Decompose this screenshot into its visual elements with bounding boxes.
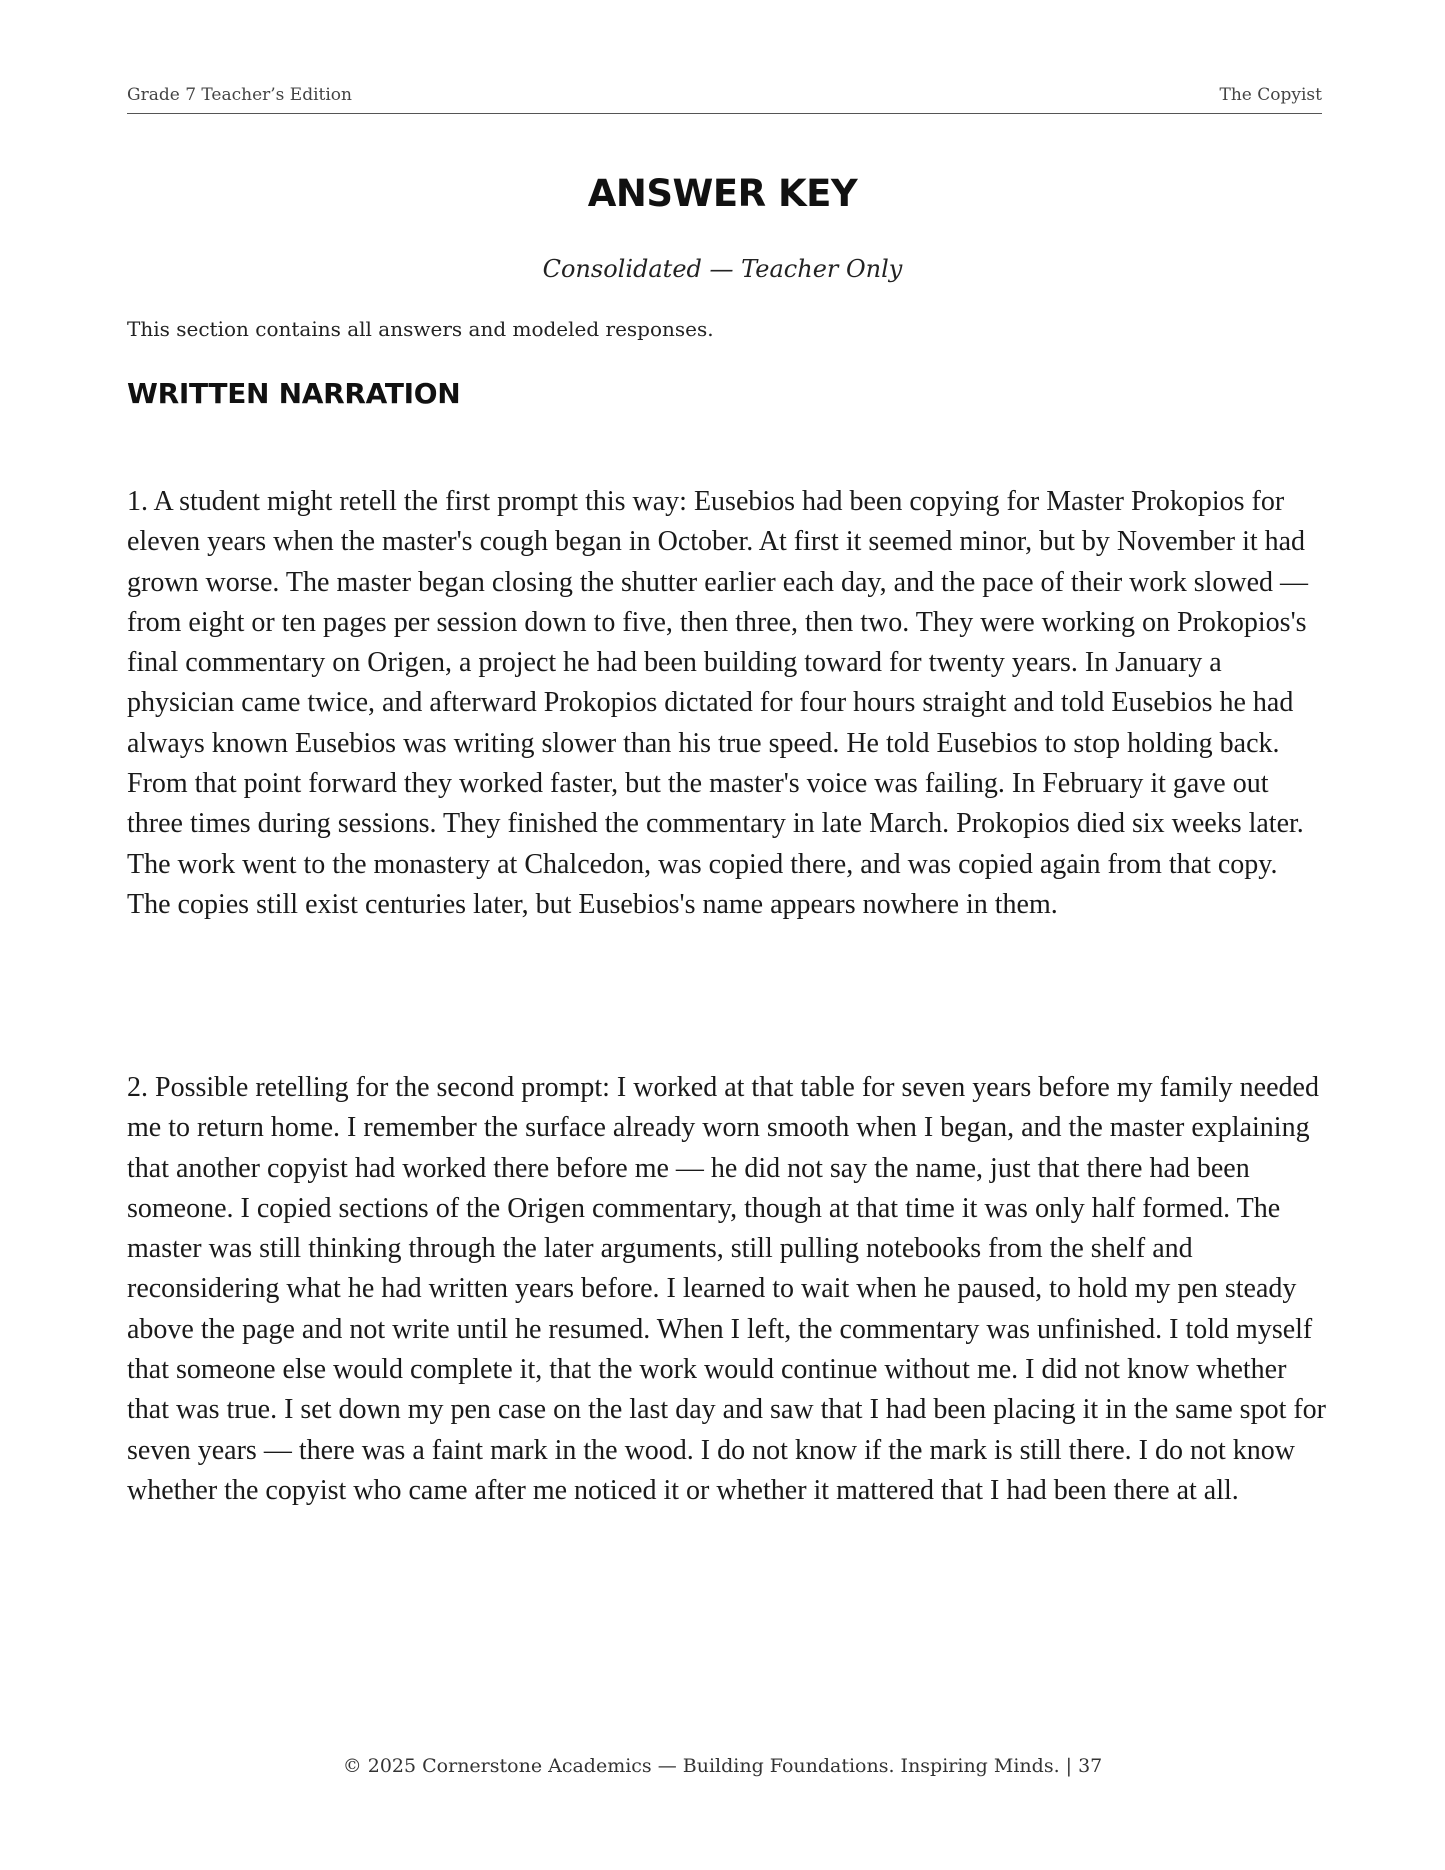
running-header — [127, 83, 1322, 114]
intro-text: This section contains all answers and modeled responses. — [127, 317, 714, 341]
answer-paragraph-1: 1. A student might retell the first prompt this way: Eusebios had been copying for Master Prokopios for eleven years when the master's cough began in October. At first it seemed minor, but by November it had grown worse. The master began closing the shutter earlier each day, and the pace of their work slowed — from eight or ten pages per session down to five, then three, then two. They were working on Prokopios's final commentary on Origen, a project he had been building toward for twenty years. In January a physician came twice, and afterward Prokopios dictated for four hours straight and told Eusebios he had always known Eusebios was writing slower than his true speed. He told Eusebios to stop holding back. From that point forward they worked faster, but the master's voice was failing. In February it gave out three times during sessions. They finished the commentary in late March. Prokopios died six weeks later. The work went to the monastery at Chalcedon, was copied there, and was copied again from that copy. The copies still exist centuries later, but Eusebios's name appears nowhere in them. — [127, 486, 1309, 920]
page-footer: © 2025 Cornerstone Academics — Building Foundations. Inspiring Minds. | 37 — [342, 1755, 1103, 1777]
section-heading: WRITTEN NARRATION — [127, 377, 461, 410]
header-book-title: The Copyist — [1219, 85, 1322, 105]
answer-paragraph-2: 2. Possible retelling for the second prompt: I worked at that table for seven years before my family needed me to return home. I remember the surface already worn smooth when I began, and the master explaining that another copyist had worked there before me — he did not say the name, just that there had been someone. I copied sections of the Origen commentary, though at that time it was only half formed. The master was still thinking through the later arguments, still pulling notebooks from the shelf and reconsidering what he had written years before. I learned to wait when he paused, to hold my pen steady above the page and not write until he resumed. When I left, the commentary was unfinished. I told myself that someone else would complete it, that the work would continue without me. I did not know whether that was true. I set down my pen case on the last day and saw that I had been placing it in the same spot for seven years — there was a faint mark in the wood. I do not know if the mark is still there. I do not know whether the copyist who came after me noticed it or whether it mattered that I had been there at all. — [127, 1072, 1326, 1506]
page-subtitle: Consolidated — Teacher Only — [542, 255, 903, 283]
page-title: ANSWER KEY — [587, 172, 858, 215]
header-course-label: Grade 7 Teacher’s Edition — [127, 85, 352, 105]
